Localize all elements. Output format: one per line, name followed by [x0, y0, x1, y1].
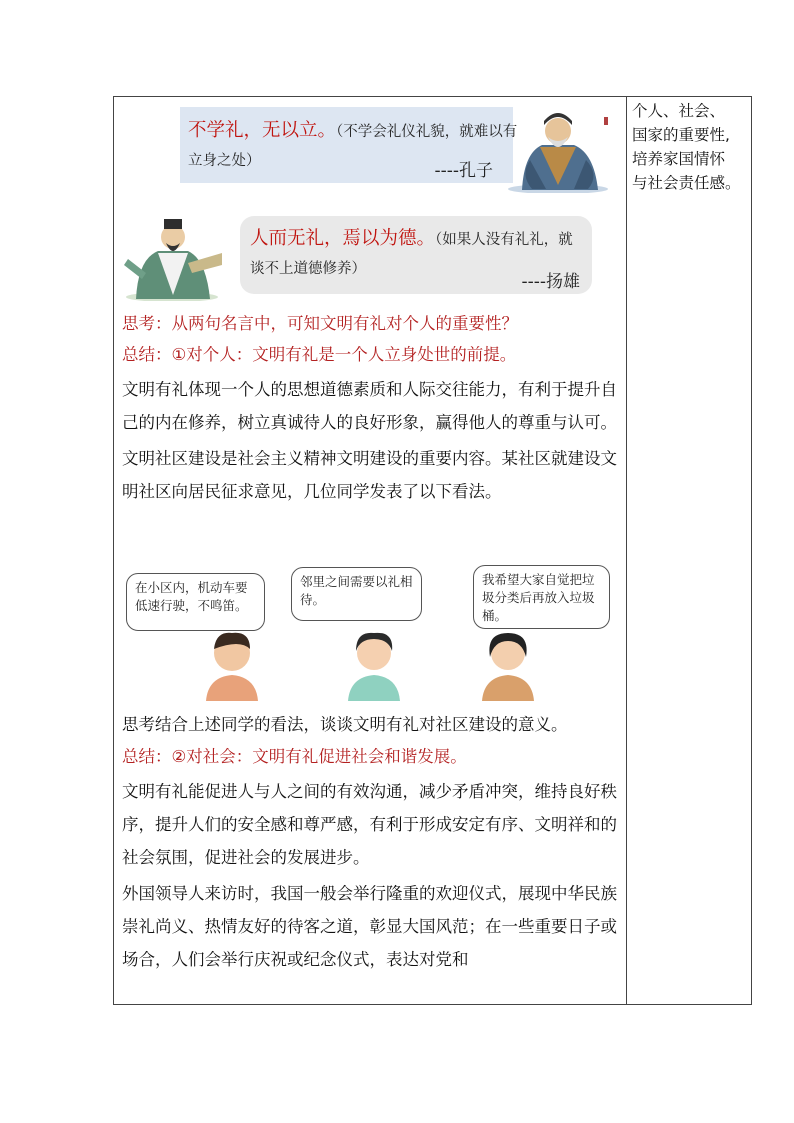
confucius-quote-box [180, 107, 518, 183]
confucius-illustration [502, 105, 614, 193]
boy-illustration [200, 627, 264, 701]
section-society [122, 711, 622, 976]
quote-note-text: （如果人没有礼礼，就谈不上道德修养） [250, 232, 573, 277]
quote-main-text: 不学礼，无以立。 [188, 120, 337, 141]
summary-label: 总结： [122, 344, 172, 364]
body-paragraph: 文明有礼能促进人与人之间的有效沟通，减少矛盾冲突，维持良好秩序，提升人们的安全感和尊严感，有利于形成安定有序、文明祥和的社会氛围，促进社会的发展进步。 [122, 782, 617, 867]
quote-author: ----扬雄 [521, 272, 580, 292]
yangxiong-illustration [118, 213, 230, 301]
right-column-line: 国家的重要性, [632, 126, 730, 144]
summary-label: 总结： [122, 746, 172, 766]
column-divider [626, 97, 627, 1004]
think-question: 思考结合上述同学的看法，谈谈文明有礼对社区建设的意义。 [122, 715, 568, 734]
right-column-line: 与社会责任感。 [632, 174, 741, 192]
girl-illustration-2 [476, 627, 540, 701]
right-column-cell [632, 99, 752, 195]
yangxiong-quote-box [240, 216, 592, 294]
girl-illustration-1 [342, 625, 406, 701]
lesson-table [113, 96, 752, 1005]
summary-line: 总结：②对社会：文明有礼促进社会和谐发展。 [122, 746, 467, 766]
speech-bubble: 在小区内，机动车要低速行驶，不鸣笛。 [126, 573, 265, 631]
body-paragraph: 文明社区建设是社会主义精神文明建设的重要内容。某社区就建设文明社区向居民征求意见，几位同学发表了以下看法。 [122, 449, 617, 501]
speech-bubble: 邻里之间需要以礼相待。 [291, 567, 422, 621]
right-column-line: 个人、社会、 [632, 102, 726, 120]
quote-main-text: 人而无礼，焉以为德。 [250, 228, 436, 249]
summary-line: 总结：①对个人：文明有礼是一个人立身处世的前提。 [122, 344, 517, 364]
body-paragraph: 文明有礼体现一个人的思想道德素质和人际交往能力，有利于提升自己的内在修养，树立真诚待人的良好形象，赢得他人的尊重与认可。 [122, 380, 617, 432]
speech-bubble: 我希望大家自觉把垃圾分类后再放入垃圾桶。 [473, 565, 610, 629]
quote-note-text: （不学会礼仪礼貌，就难以有立身之处） [188, 124, 518, 169]
section-personal [122, 310, 622, 508]
quote-author: ----孔子 [434, 161, 493, 181]
think-question: 思考：从两句名言中，可知文明有礼对个人的重要性？ [122, 314, 518, 333]
body-paragraph: 外国领导人来访时，我国一般会举行隆重的欢迎仪式，展现中华民族崇礼尚义、热情友好的待客之道，彰显大国风范；在一些重要日子或场合，人们会举行庆祝或纪念仪式，表达对党和 [122, 884, 617, 969]
right-column-line: 培养家国情怀 [632, 150, 726, 168]
think-label: 思考： [122, 314, 172, 333]
